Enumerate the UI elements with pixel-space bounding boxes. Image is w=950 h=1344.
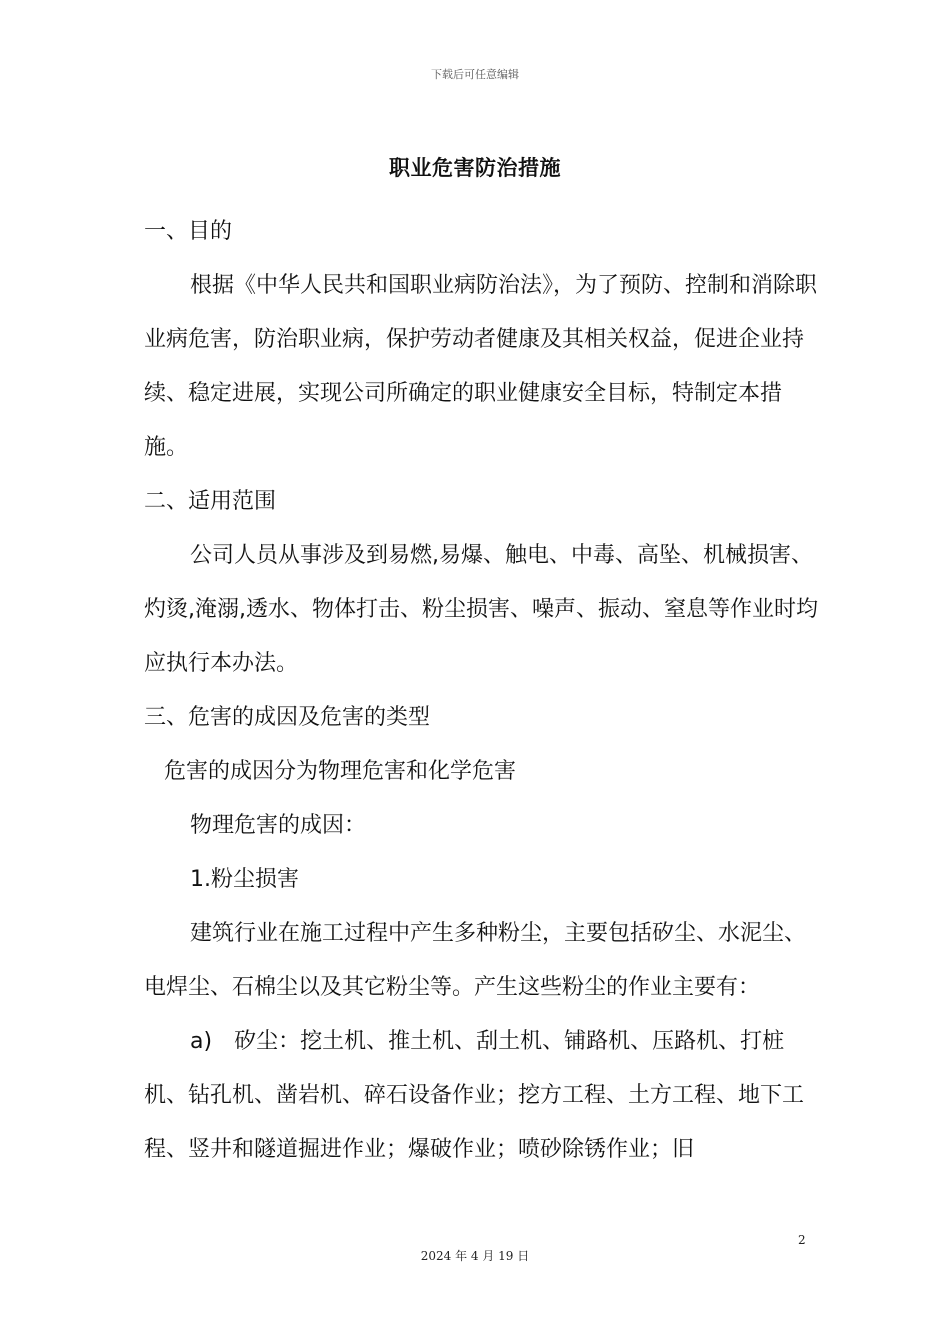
footer-date: 2024 年 4 月 19 日	[420, 1249, 530, 1263]
section-heading-hazards: 三、危害的成因及危害的类型	[144, 705, 431, 730]
paragraph-hazard-causes: 危害的成因分为物理危害和化学危害	[164, 759, 517, 784]
page-number: 2	[798, 1233, 806, 1247]
paragraph-dust: 建筑行业在施工过程中产生多种粉尘，主要包括矽尘、水泥尘、电焊尘、石棉尘以及其它粉尘等。产生这些粉尘的作业主要有：	[144, 921, 807, 1000]
list-item-silica-dust: a) 矽尘：挖土机、推土机、刮土机、铺路机、压路机、打桩机、钻孔机、凿岩机、碎石设备作业；挖方工程、土方工程、地下工程、竖井和隧道掘进作业；爆破作业；喷砂除锈作业；旧	[144, 1029, 805, 1162]
document-body	[144, 205, 824, 1177]
paragraph-purpose: 根据《中华人民共和国职业病防治法》，为了预防、控制和消除职业病危害，防治职业病，保护劳动者健康及其相关权益，促进企业持续、稳定进展，实现公司所确定的职业健康安全目标，特制定本措施。	[144, 273, 818, 460]
paragraph-scope: 公司人员从事涉及到易燃,易爆、触电、中毒、高坠、机械损害、灼烫,淹溺,透水、物体打击、粉尘损害、噪声、振动、窒息等作业时均应执行本办法。	[144, 543, 818, 676]
subheading-dust: 1.粉尘损害	[190, 867, 299, 892]
document-title: 职业危害防治措施	[389, 156, 561, 180]
paragraph-physical-causes: 物理危害的成因：	[190, 813, 367, 838]
section-heading-purpose: 一、目的	[144, 219, 233, 244]
page-header-note: 下载后可任意编辑	[431, 68, 519, 81]
section-heading-scope: 二、适用范围	[144, 489, 277, 514]
